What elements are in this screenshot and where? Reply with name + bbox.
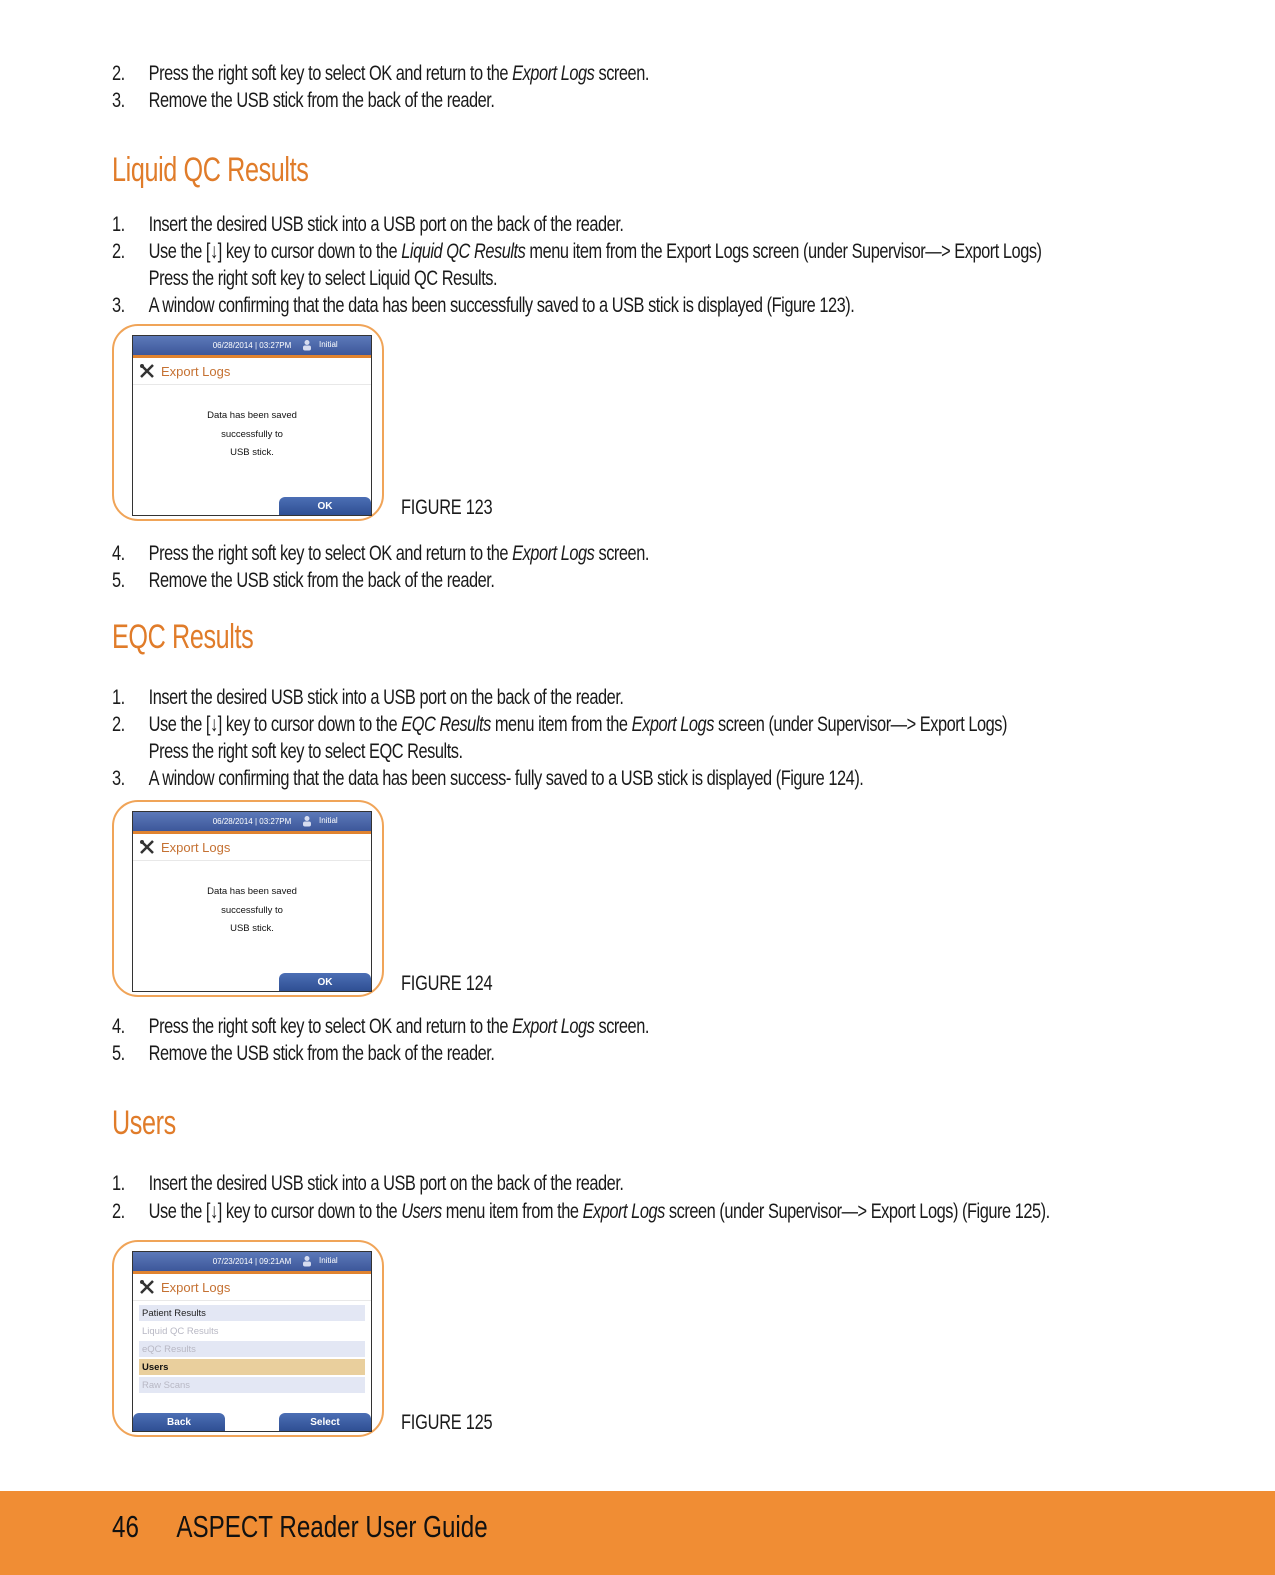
eqc-step-3: 3. A window confirming that the data has been success- fully saved to a USB stick is displayed (Figure 124). bbox=[112, 767, 864, 790]
export-logs-menu bbox=[139, 1305, 365, 1393]
heading-liquid-qc: Liquid QC Results bbox=[112, 151, 309, 189]
status-bar: 06/28/2014 | 03:27PM Initial bbox=[133, 336, 371, 358]
device-screen bbox=[132, 811, 372, 992]
eqc-step-4: 4. Press the right soft key to select OK and return to the Export Logs screen. bbox=[112, 1015, 649, 1038]
save-message: Data has been saved successfully to USB stick. bbox=[207, 886, 297, 934]
menu-item-eqc-results[interactable]: eQC Results bbox=[139, 1341, 365, 1357]
select-softkey[interactable]: Select bbox=[279, 1413, 371, 1431]
heading-eqc: EQC Results bbox=[112, 618, 254, 656]
ok-softkey[interactable]: OK bbox=[279, 973, 371, 991]
figure-123-frame bbox=[112, 324, 384, 521]
menu-item-liquid-qc-results[interactable]: Liquid QC Results bbox=[139, 1323, 365, 1339]
figure-125-caption: FIGURE 125 bbox=[401, 1411, 493, 1434]
figure-124-frame bbox=[112, 800, 384, 997]
users-step-1: 1. Insert the desired USB stick into a USB port on the back of the reader. bbox=[112, 1172, 624, 1195]
user-icon bbox=[301, 339, 313, 351]
user-icon bbox=[301, 815, 313, 827]
status-bar: 07/23/2014 | 09:21AM Initial bbox=[133, 1252, 371, 1274]
screen-title: Export Logs bbox=[133, 358, 371, 385]
eqc-step-5: 5. Remove the USB stick from the back of the reader. bbox=[112, 1042, 495, 1065]
figure-125-frame bbox=[112, 1240, 384, 1437]
page-number: 46 bbox=[112, 1509, 139, 1544]
intro-step-2: 2. Press the right soft key to select OK and return to the Export Logs screen. bbox=[112, 62, 649, 85]
screen-title: Export Logs bbox=[133, 1274, 371, 1301]
eqc-step-2: 2. Use the [↓] key to cursor down to the EQC Results menu item from the Export Logs screen (under Supervisor—> Export Logs) Press the right soft key to select EQC Results. bbox=[112, 713, 1008, 763]
menu-item-patient-results[interactable]: Patient Results bbox=[139, 1305, 365, 1321]
liquid-step-4: 4. Press the right soft key to select OK and return to the Export Logs screen. bbox=[112, 542, 649, 565]
intro-step-3: 3. Remove the USB stick from the back of the reader. bbox=[112, 89, 495, 112]
screen-title: Export Logs bbox=[133, 834, 371, 861]
liquid-step-2: 2. Use the [↓] key to cursor down to the Liquid QC Results menu item from the Export Logs screen (under Supervisor—> Export Logs) Press the right soft key to select Liquid QC Results. bbox=[112, 240, 1042, 290]
device-screen bbox=[132, 1251, 372, 1432]
user-icon bbox=[301, 1255, 313, 1267]
guide-title: ASPECT Reader User Guide bbox=[176, 1509, 488, 1544]
liquid-step-5: 5. Remove the USB stick from the back of the reader. bbox=[112, 569, 495, 592]
ok-softkey[interactable]: OK bbox=[279, 497, 371, 515]
menu-item-users[interactable]: Users bbox=[139, 1359, 365, 1375]
heading-users: Users bbox=[112, 1104, 176, 1142]
users-step-2: 2. Use the [↓] key to cursor down to the Users menu item from the Export Logs screen (under Supervisor—> Export Logs) (Figure 125). bbox=[112, 1200, 1050, 1223]
liquid-step-3: 3. A window confirming that the data has been successfully saved to a USB stick is displayed (Figure 123). bbox=[112, 294, 855, 317]
liquid-step-1: 1. Insert the desired USB stick into a USB port on the back of the reader. bbox=[112, 213, 624, 236]
menu-item-raw-scans[interactable]: Raw Scans bbox=[139, 1377, 365, 1393]
figure-123-caption: FIGURE 123 bbox=[401, 496, 493, 519]
eqc-step-1: 1. Insert the desired USB stick into a USB port on the back of the reader. bbox=[112, 686, 624, 709]
device-screen bbox=[132, 335, 372, 516]
back-softkey[interactable]: Back bbox=[133, 1413, 225, 1431]
figure-124-caption: FIGURE 124 bbox=[401, 972, 493, 995]
tools-icon bbox=[139, 840, 155, 854]
status-bar: 06/28/2014 | 03:27PM Initial bbox=[133, 812, 371, 834]
footer-text bbox=[112, 1509, 525, 1545]
tools-icon bbox=[139, 364, 155, 378]
save-message: Data has been saved successfully to USB stick. bbox=[207, 410, 297, 458]
tools-icon bbox=[139, 1280, 155, 1294]
page-footer bbox=[0, 1491, 1275, 1575]
